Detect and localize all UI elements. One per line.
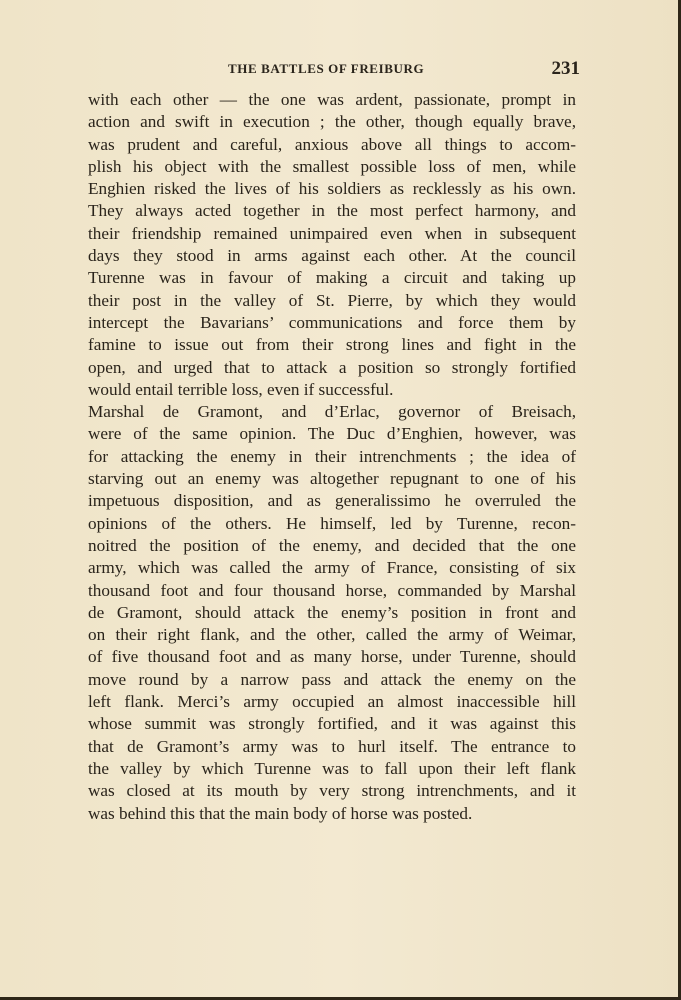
text-line: whose summit was strongly fortified, and it was against this xyxy=(88,714,576,734)
text-line: move round by a narrow pass and attack the enemy on the xyxy=(88,669,576,689)
text-line: was closed at its mouth by very strong intrenchments, and it xyxy=(88,781,576,801)
running-title: THE BATTLES OF FREIBURG xyxy=(228,61,425,76)
text-line: famine to issue out from their strong lines and fight in the xyxy=(88,335,576,355)
text-line: action and swift in execution ; the other, though equally brave, xyxy=(88,112,576,132)
text-line: was prudent and careful, anxious above all things to accom- xyxy=(88,134,576,154)
text-line: Marshal de Gramont, and d’Erlac, governor of Breisach, xyxy=(88,402,576,422)
text-line: They always acted together in the most perfect harmony, and xyxy=(88,201,576,221)
text-line: their post in the valley of St. Pierre, by which they would xyxy=(88,290,576,310)
text-line: impetuous disposition, and as generalissimo he overruled the xyxy=(88,491,576,511)
text-line: with each other — the one was ardent, passionate, prompt in xyxy=(88,90,576,109)
text-line: was behind this that the main body of horse was posted. xyxy=(88,803,473,823)
text-line: army, which was called the army of France, consisting of six xyxy=(88,558,576,578)
page-number: 231 xyxy=(551,58,580,79)
text-line: left flank. Merci’s army occupied an almost inaccessible hill xyxy=(88,692,576,712)
text-line: on their right flank, and the other, called the army of Weimar, xyxy=(88,625,576,645)
text-line: were of the same opinion. The Duc d’Enghien, however, was xyxy=(88,424,576,444)
text-line: days they stood in arms against each other. At the council xyxy=(88,246,576,266)
text-line: noitred the position of the enemy, and decided that the one xyxy=(88,535,576,555)
text-line: open, and urged that to attack a position so strongly fortified xyxy=(88,357,576,377)
text-line: that de Gramont’s army was to hurl itself. The entrance to xyxy=(88,736,576,756)
text-line: the valley by which Turenne was to fall upon their left flank xyxy=(88,758,576,778)
text-line: Enghien risked the lives of his soldiers as recklessly as his own. xyxy=(88,179,576,199)
text-line: of five thousand foot and as many horse, under Turenne, should xyxy=(88,647,576,667)
text-line: opinions of the others. He himself, led by Turenne, recon- xyxy=(88,513,576,533)
text-line: for attacking the enemy in their intrenchments ; the idea of xyxy=(88,446,576,466)
text-line: plish his object with the smallest possible loss of men, while xyxy=(88,156,576,176)
body-text xyxy=(88,89,576,825)
text-line: their friendship remained unimpaired even when in subsequent xyxy=(88,223,576,243)
page-header xyxy=(88,58,580,82)
text-line: would entail terrible loss, even if successful. xyxy=(88,379,394,399)
text-line: de Gramont, should attack the enemy’s position in front and xyxy=(88,602,576,622)
text-line: Turenne was in favour of making a circuit and taking up xyxy=(88,268,576,288)
text-line: thousand foot and four thousand horse, commanded by Marshal xyxy=(88,580,576,600)
text-line: intercept the Bavarians’ communications and force them by xyxy=(88,312,576,332)
text-line: starving out an enemy was altogether repugnant to one of his xyxy=(88,469,576,489)
